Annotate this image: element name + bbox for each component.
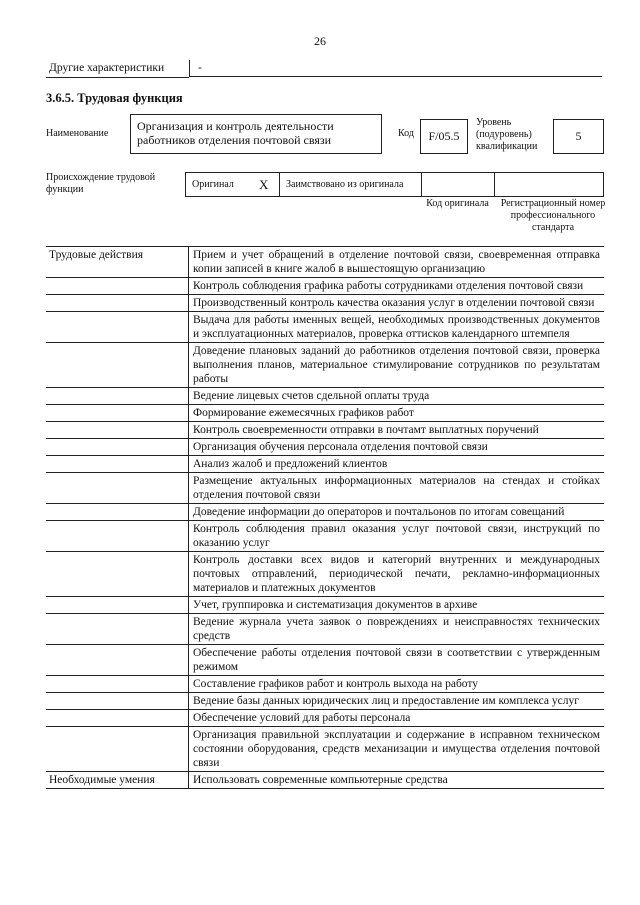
- table-row: [46, 278, 604, 295]
- table-row: [46, 422, 604, 439]
- row-text: Формирование ежемесячных графиков работ: [188, 405, 604, 421]
- row-label: [46, 645, 188, 675]
- table-row: [46, 343, 604, 388]
- row-label: [46, 676, 188, 692]
- row-label: [46, 504, 188, 520]
- qualification-level-box: 5: [553, 119, 604, 154]
- other-characteristics-value: -: [189, 60, 602, 77]
- code-label: Код: [398, 128, 414, 139]
- row-label: [46, 388, 188, 404]
- row-text: Прием и учет обращений в отделение почтовой связи, своевременная отправка копии записей в книге жалоб в вышестоящую организацию: [188, 247, 604, 277]
- table-row: [46, 504, 604, 521]
- borrowed-cell: Заимствовано из оригинала: [279, 173, 421, 196]
- row-text: Обеспечение работы отделения почтовой связи в соответствии с утвержденным режимом: [188, 645, 604, 675]
- row-label: [46, 278, 188, 294]
- table-row: [46, 772, 604, 789]
- code-original-caption: Код оригинала: [426, 198, 489, 209]
- table-row: [46, 645, 604, 676]
- original-mark: X: [259, 177, 269, 192]
- row-label: [46, 295, 188, 311]
- row-label: Необходимые умения: [49, 774, 155, 786]
- row-label: Трудовые действия: [49, 249, 144, 261]
- origin-label: Происхождение трудовой функции: [46, 172, 156, 195]
- table-row: [46, 676, 604, 693]
- row-text: Контроль доставки всех видов и категорий внутренних и международных почтовых отправлений, периодической печати, рекламно-информационных материалов и платежных документов: [188, 552, 604, 596]
- row-label: [46, 727, 188, 771]
- row-text: Производственный контроль качества оказания услуг в отделении почтовой связи: [188, 295, 604, 311]
- row-label: [46, 422, 188, 438]
- table-row: [46, 312, 604, 343]
- reg-number-cell: [494, 173, 604, 196]
- row-text: Ведение журнала учета заявок о повреждениях и неисправностях технических средств: [188, 614, 604, 644]
- original-cell: Оригинал: [185, 173, 253, 196]
- row-text: Использовать современные компьютерные средства: [188, 772, 604, 788]
- row-label: [46, 710, 188, 726]
- row-label: [46, 439, 188, 455]
- row-label: [46, 312, 188, 342]
- row-text: Контроль соблюдения правил оказания услуг почтовой связи, инструкций по оказанию услуг: [188, 521, 604, 551]
- row-text: Организация правильной эксплуатации и содержание в исправном техническом состоянии оборудования, средств механизации и имущества отделения почтовой связи: [188, 727, 604, 771]
- table-row: [46, 727, 604, 772]
- row-text: Ведение лицевых счетов сдельной оплаты труда: [188, 388, 604, 404]
- table-row: [46, 614, 604, 645]
- table-row: [46, 473, 604, 504]
- qualification-level-label: Уровень (подуровень) квалификации: [476, 117, 538, 152]
- origin-row: [185, 172, 604, 197]
- row-text: Контроль своевременности отправки в почтамт выплатных поручений: [188, 422, 604, 438]
- table-row: [46, 247, 604, 278]
- table-row: [46, 456, 604, 473]
- table-row: [46, 295, 604, 312]
- table-row: [46, 710, 604, 727]
- table-row: [46, 552, 604, 597]
- page-number: 26: [314, 34, 326, 48]
- reg-number-caption: Регистрационный номер профессионального стандарта: [500, 198, 606, 233]
- labor-actions-table: [46, 246, 604, 789]
- function-name-box: Организация и контроль деятельности работников отделения почтовой связи: [130, 114, 382, 154]
- row-text: Организация обучения персонала отделения почтовой связи: [188, 439, 604, 455]
- row-label: [46, 473, 188, 503]
- original-code-cell: [421, 173, 494, 196]
- row-label: [46, 693, 188, 709]
- name-label: Наименование: [46, 128, 109, 139]
- row-text: Учет, группировка и систематизация документов в архиве: [188, 597, 604, 613]
- row-text: Выдача для работы именных вещей, необходимых производственных документов и эксплуатационных материалов, проверка оттисков календарного штемпеля: [188, 312, 604, 342]
- row-text: Доведение информации до операторов и почтальонов по итогам совещаний: [188, 504, 604, 520]
- table-row: [46, 439, 604, 456]
- table-row: [46, 388, 604, 405]
- row-text: Анализ жалоб и предложений клиентов: [188, 456, 604, 472]
- other-characteristics-label: Другие характеристики: [46, 60, 189, 78]
- row-text: Ведение базы данных юридических лиц и предоставление им комплекса услуг: [188, 693, 604, 709]
- row-label: [46, 456, 188, 472]
- row-text: Обеспечение условий для работы персонала: [188, 710, 604, 726]
- row-label: [46, 521, 188, 551]
- row-label: [46, 552, 188, 596]
- table-row: [46, 405, 604, 422]
- row-label: [46, 343, 188, 387]
- row-text: Доведение плановых заданий до работников отделения почтовой связи, проверка выполнения планов, материальное стимулирование сотрудников по результатам работы: [188, 343, 604, 387]
- row-text: Контроль соблюдения графика работы сотрудниками отделения почтовой связи: [188, 278, 604, 294]
- section-title: 3.6.5. Трудовая функция: [46, 91, 183, 105]
- table-row: [46, 521, 604, 552]
- row-label: [46, 614, 188, 644]
- table-row: [46, 693, 604, 710]
- table-row: [46, 597, 604, 614]
- row-label: [46, 597, 188, 613]
- row-label: [46, 405, 188, 421]
- code-box: F/05.5: [420, 119, 468, 154]
- row-text: Составление графиков работ и контроль выхода на работу: [188, 676, 604, 692]
- row-text: Размещение актуальных информационных материалов на стендах и стойках отделения почтовой связи: [188, 473, 604, 503]
